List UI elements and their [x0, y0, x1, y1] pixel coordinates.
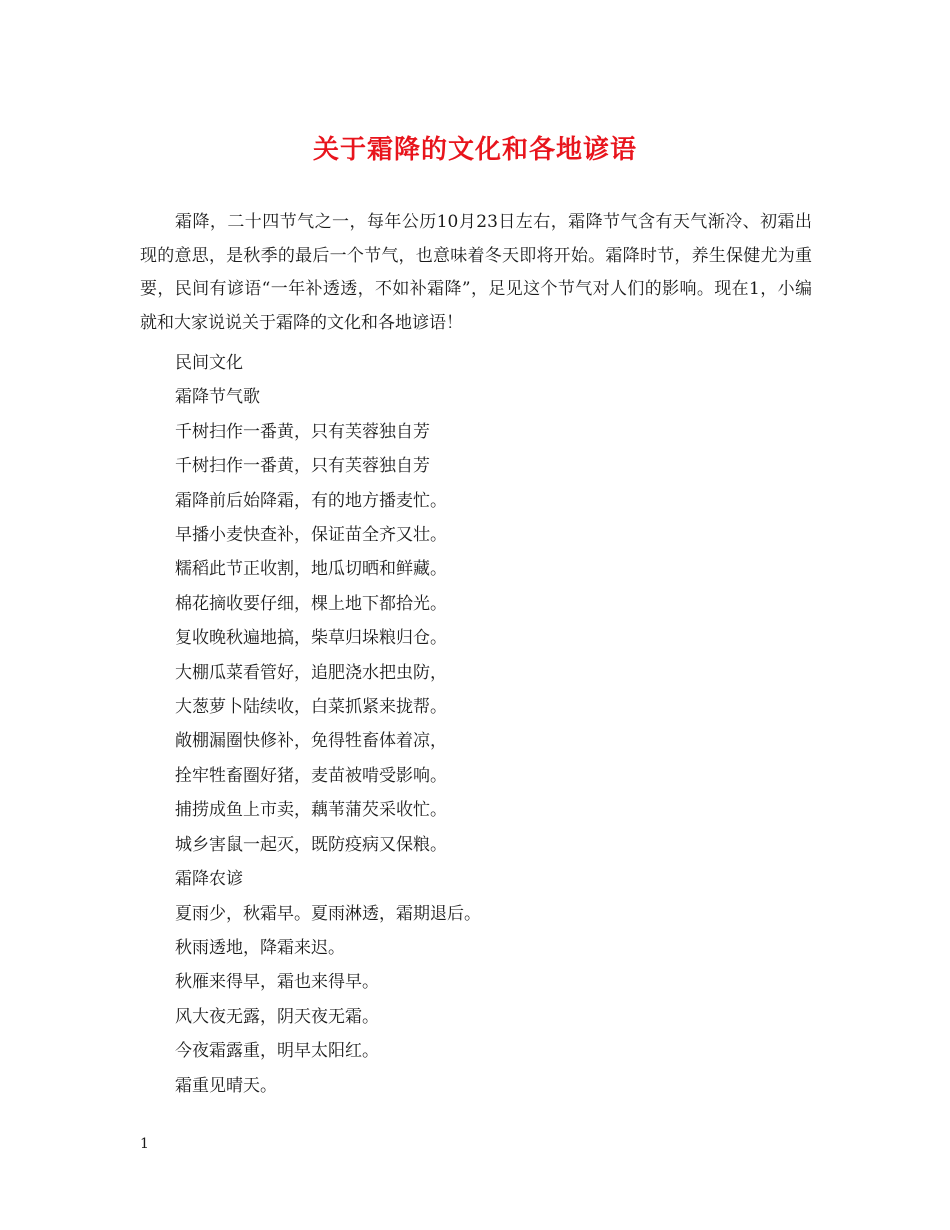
section-heading-proverbs: 霜降农谚	[175, 869, 243, 890]
text-line: 千树扫作一番黄，只有芙蓉独自芳	[175, 421, 430, 442]
proverb-line: 霜重见晴天。	[175, 1075, 277, 1096]
section-heading-folk-culture: 民间文化	[175, 353, 243, 373]
proverb-line: 秋雁来得早，霜也来得早。	[175, 972, 379, 993]
proverb-line: 夏雨少，秋霜早。夏雨淋透，霜期退后。	[175, 903, 481, 924]
page-number: 1	[140, 1136, 149, 1152]
intro-paragraph: 霜降，二十四节气之一，每年公历10月23日左右，霜降节气含有天气渐冷、初霜出现的意思，是秋季的最后一个节气，也意味着冬天即将开始。霜降时节，养生保健尤为重要，民间有谚语“一年补透透，不如补霜降”，足见这个节气对人们的影响。现在1，小编就和大家说说关于霜降的文化和各地谚语！	[140, 212, 812, 333]
text-line: 棉花摘收要仔细，棵上地下都拾光。	[175, 593, 447, 614]
text-line: 复收晚秋遍地搞，柴草归垛粮归仓。	[175, 628, 447, 649]
text-line: 敞棚漏圈快修补，免得牲畜体着凉，	[175, 731, 447, 752]
text-line: 大棚瓜菜看管好，追肥浇水把虫防，	[175, 662, 447, 683]
text-line: 糯稻此节正收割，地瓜切晒和鲜藏。	[175, 559, 447, 580]
text-line: 拴牢牲畜圈好猪，麦苗被啃受影响。	[175, 765, 447, 786]
subheading-solar-term-song: 霜降节气歌	[175, 387, 260, 408]
text-line: 千树扫作一番黄，只有芙蓉独自芳	[175, 456, 430, 477]
proverb-line: 秋雨透地，降霜来迟。	[175, 937, 345, 958]
text-line: 早播小麦快查补，保证苗全齐又壮。	[175, 525, 447, 546]
text-line: 霜降前后始降霜，有的地方播麦忙。	[175, 490, 447, 511]
proverb-line: 今夜霜露重，明早太阳红。	[175, 1041, 379, 1062]
text-line: 捕捞成鱼上市卖，藕苇蒲芡采收忙。	[175, 800, 447, 821]
proverb-line: 风大夜无露，阴天夜无霜。	[175, 1006, 379, 1027]
document-title: 关于霜降的文化和各地谚语	[312, 135, 637, 165]
text-line: 大葱萝卜陆续收，白菜抓紧来拢帮。	[175, 697, 447, 718]
content-lines	[175, 346, 481, 1103]
text-line: 城乡害鼠一起灭，既防疫病又保粮。	[175, 834, 447, 855]
